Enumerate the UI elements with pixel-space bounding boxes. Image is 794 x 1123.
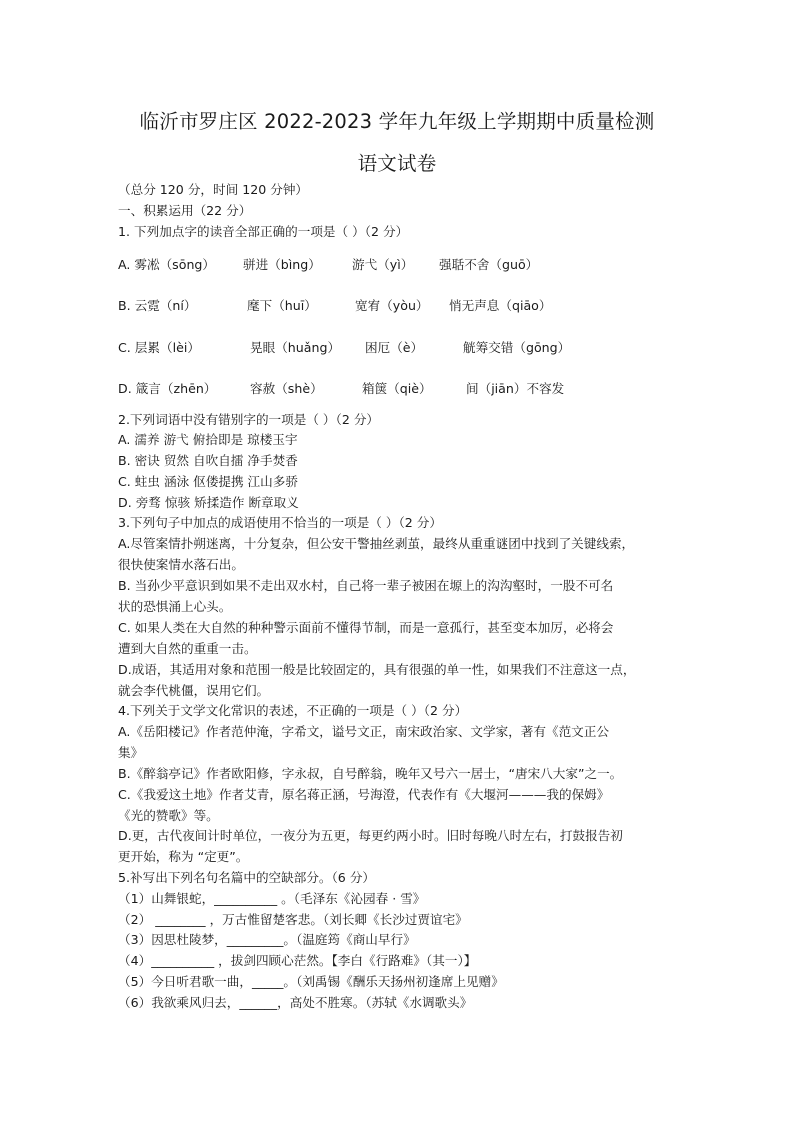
exam-meta: （总分 120 分，时间 120 分钟） bbox=[118, 182, 309, 197]
q4-line-1: A.《岳阳楼记》作者范仲淹，字希文，谥号文正，南宋政治家、文学家，著有《范文正公 bbox=[118, 724, 609, 739]
q1-option-a-4: 强聒不舍（guō） bbox=[439, 257, 539, 272]
doc-title: 临沂市罗庄区 2022-2023 学年九年级上学期期中质量检测 bbox=[139, 110, 655, 133]
q4-line-7: 更开始，称为 “定更”。 bbox=[118, 849, 249, 864]
q1-option-a-2: 骈进（bìng） bbox=[243, 257, 321, 272]
q3-line-8: 就会李代桃僵，误用它们。 bbox=[118, 683, 270, 698]
q5-line-4: （4）__________ ，拔剑四顾心茫然。【李白《行路难》（其一）】 bbox=[118, 953, 477, 968]
q3-line-2: 很快使案情水落石出。 bbox=[118, 557, 244, 572]
q1-option-c-4: 觥筹交错（gōng） bbox=[463, 340, 571, 355]
q3-line-4: 状的恐惧涌上心头。 bbox=[118, 599, 232, 614]
q3-line-7: D.成语，其适用对象和范围一般是比较固定的，具有很强的单一性，如果我们不注意这一点， bbox=[118, 662, 636, 677]
question-3-stem: 3.下列句子中加点的成语使用不恰当的一项是（ ）（2 分） bbox=[118, 515, 442, 530]
q1-option-b-2: 麾下（huī） bbox=[247, 298, 317, 313]
q3-line-6: 遭到大自然的重重一击。 bbox=[118, 641, 257, 656]
q2-option-d: D. 旁骛 惊骇 矫揉造作 断章取义 bbox=[118, 495, 299, 510]
q1-option-c-3: 困厄（è） bbox=[365, 340, 424, 355]
q1-option-b-3: 宽宥（yòu） bbox=[355, 298, 429, 313]
q1-option-d-4: 间（jiān）不容发 bbox=[466, 381, 565, 396]
q5-line-6: （6）我欲乘风归去，______，高处不胜寒。（苏轼《水调歌头》 bbox=[118, 995, 473, 1010]
q5-line-5: （5）今日听君歌一曲，_____。（刘禹锡《酬乐天扬州初逢席上见赠》 bbox=[118, 974, 504, 989]
q1-option-b-4: 悄无声息（qiāo） bbox=[449, 298, 552, 313]
q2-option-a: A. 濡养 游弋 俯拾即是 琼楼玉宇 bbox=[118, 432, 298, 447]
q1-option-a-1: A. 雾凇（sōng） bbox=[118, 257, 216, 272]
q1-option-c-2: 晃眼（huǎng） bbox=[250, 340, 341, 355]
section-heading: 一、积累运用（22 分） bbox=[118, 203, 252, 218]
q3-line-3: B. 当孙少平意识到如果不走出双水村，自己将一辈子被困在塬上的沟沟壑时，一股不可名 bbox=[118, 578, 614, 593]
q1-option-d-1: D. 箴言（zhēn） bbox=[118, 381, 217, 396]
question-2-stem: 2.下列词语中没有错别字的一项是（ ）（2 分） bbox=[118, 412, 380, 427]
q1-option-c-1: C. 层累（lèi） bbox=[118, 340, 200, 355]
q1-option-b-1: B. 云霓（ní） bbox=[118, 298, 197, 313]
q1-option-a-3: 游弋（yì） bbox=[352, 257, 414, 272]
q5-line-2: （2） ________ ，万古惟留楚客悲。（刘长卿《长沙过贾谊宅》 bbox=[118, 912, 468, 927]
q2-option-b: B. 密诀 贸然 自吹自擂 净手焚香 bbox=[118, 453, 298, 468]
q4-line-2: 集》 bbox=[118, 745, 144, 760]
question-1-stem: 1. 下列加点字的读音全部正确的一项是（ ）（2 分） bbox=[118, 224, 409, 239]
q4-line-5: 《光的赞歌》等。 bbox=[118, 808, 219, 823]
q3-line-5: C. 如果人类在大自然的种种警示面前不懂得节制，而是一意孤行，甚至变本加厉，必将会 bbox=[118, 620, 614, 635]
q5-line-3: （3）因思杜陵梦，_________。（温庭筠《商山早行》 bbox=[118, 932, 416, 947]
q4-line-3: B.《醉翁亭记》作者欧阳修，字永叔，自号醉翁，晚年又号六一居士，“唐宋八大家”之一。 bbox=[118, 766, 623, 781]
q4-line-4: C.《我爱这土地》作者艾青，原名蒋正涵，号海澄，代表作有《大堰河———我的保姆》 bbox=[118, 787, 610, 802]
doc-subtitle: 语文试卷 bbox=[357, 152, 437, 175]
q1-option-d-2: 容赦（shè） bbox=[250, 381, 323, 396]
q2-option-c: C. 蛀虫 涵泳 伛偻提携 江山多骄 bbox=[118, 474, 298, 489]
question-5-stem: 5.补写出下列名句名篇中的空缺部分。（6 分） bbox=[118, 870, 376, 885]
q5-line-1: （1）山舞银蛇，__________ 。（毛泽东《沁园春 · 雪》 bbox=[118, 891, 426, 906]
q4-line-6: D.更，古代夜间计时单位，一夜分为五更，每更约两小时。旧时每晚八时左右，打鼓报告初 bbox=[118, 828, 623, 843]
q1-option-d-3: 箱箧（qiè） bbox=[362, 381, 432, 396]
q3-line-1: A.尽管案情扑朔迷离，十分复杂，但公安干警抽丝剥茧，最终从重重谜团中找到了关键线索， bbox=[118, 536, 635, 551]
question-4-stem: 4.下列关于文学文化常识的表述，不正确的一项是（ ）（2 分） bbox=[118, 703, 468, 718]
